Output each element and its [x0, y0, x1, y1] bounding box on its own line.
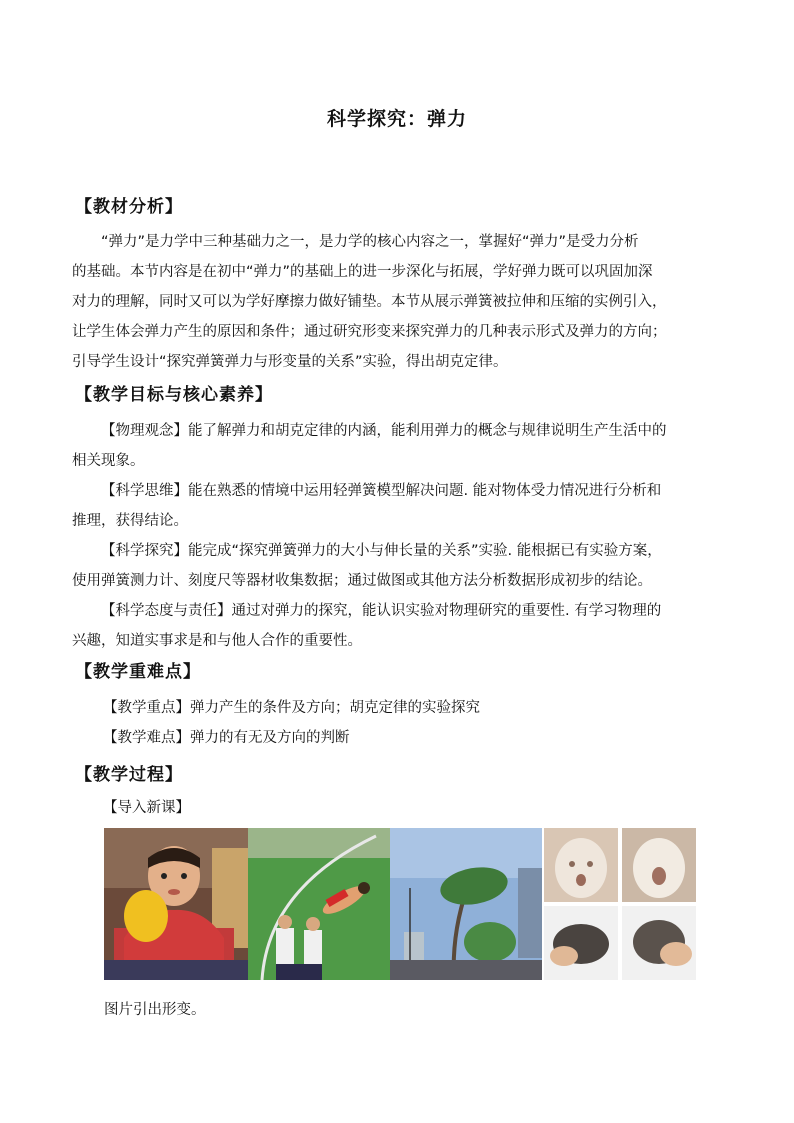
goal-item [72, 596, 732, 656]
analysis-line: 让学生体会弹力产生的原因和条件；通过研究形变来探究弹力的几种表示形式及弹力的方向； [72, 324, 667, 340]
difficulty-text: 弹力的有无及方向的判断 [190, 730, 350, 746]
photo-caption: 图片引出形变。 [104, 1002, 206, 1018]
photo-child-balloon [104, 828, 248, 980]
heading-analysis: 【教材分析】 [75, 197, 183, 217]
goal-tag: 【科学探究】 [101, 543, 188, 559]
heading-process: 【教学过程】 [75, 765, 183, 785]
analysis-line: 引导学生设计“探究弹簧弹力与形变量的关系”实验，得出胡克定律。 [72, 354, 508, 370]
goal-item [72, 536, 732, 596]
difficulty-tag: 【教学难点】 [103, 730, 190, 746]
goal-text-cont: 兴趣，知道实事求是和与他人合作的重要性。 [72, 633, 362, 649]
difficulty-line [103, 723, 350, 753]
focus-text: 弹力产生的条件及方向；胡克定律的实验探究 [190, 700, 480, 716]
photo-tree-wind [390, 828, 542, 980]
focus-tag: 【教学重点】 [103, 700, 190, 716]
analysis-line: 对力的理解，同时又可以为学好摩擦力做好铺垫。本节从展示弹簧被拉伸和压缩的实例引入， [72, 294, 667, 310]
goal-text-cont: 使用弹簧测力计、刻度尺等器材收集数据；通过做图或其他方法分析数据形成初步的结论。 [72, 573, 652, 589]
intro-tag: 【导入新课】 [103, 800, 190, 816]
goals-list [72, 416, 732, 656]
intro-photo-strip [104, 828, 696, 980]
analysis-line: 的基础。本节内容是在初中“弹力”的基础上的进一步深化与拓展，学好弹力既可以巩固加深 [72, 264, 653, 280]
goal-item [72, 476, 732, 536]
photo-pole-vault [248, 828, 390, 980]
heading-keypoints: 【教学重难点】 [75, 662, 201, 682]
page-title: 科学探究：弹力 [326, 108, 467, 130]
goal-text: 能完成“探究弹簧弹力的大小与伸长量的关系”实验. 能根据已有实验方案， [188, 543, 662, 559]
goal-tag: 【科学态度与责任】 [101, 603, 232, 619]
goal-text: 能了解弹力和胡克定律的内涵，能利用弹力的概念与规律说明生产生活中的 [188, 423, 667, 439]
goal-text-cont: 推理，获得结论。 [72, 513, 188, 529]
heading-goals: 【教学目标与核心素养】 [75, 385, 273, 405]
goal-tag: 【物理观念】 [101, 423, 188, 439]
analysis-paragraph [72, 227, 732, 377]
goal-item [72, 416, 732, 476]
goal-text-cont: 相关现象。 [72, 453, 145, 469]
focus-line [103, 693, 480, 723]
goal-text: 通过对弹力的探究，能认识实验对物理研究的重要性. 有学习物理的 [231, 603, 662, 619]
goal-text: 能在熟悉的情境中运用轻弹簧模型解决问题. 能对物体受力情况进行分析和 [188, 483, 662, 499]
analysis-line: “弹力”是力学中三种基础力之一，是力学的核心内容之一，掌握好“弹力”是受力分析 [101, 234, 639, 250]
goal-tag: 【科学思维】 [101, 483, 188, 499]
photo-squeeze-faces [544, 828, 696, 980]
